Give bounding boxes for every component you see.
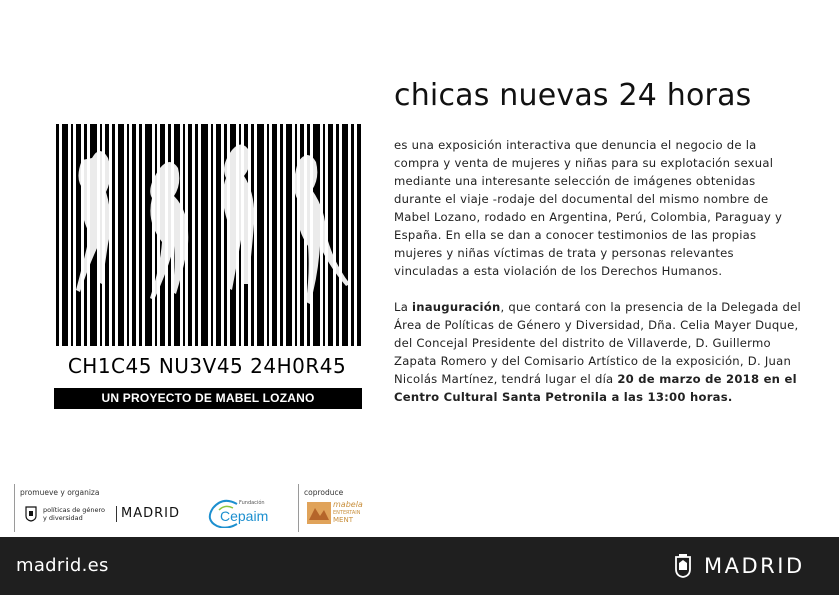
paragraph-intro: es una exposición interactiva que denuncia el negocio de la compra y venta de mujeres y niñas para su explotación sexual mediante una interesante selección de imágenes obtenidas durante el viaje -rodaje del documental del mismo nombre de Mabel Lozano, rodado en Argentina, Perú, Colombia, Paraguay y España. En ella se dan a conocer testimonios de las propias mujeres y niñas víctimas de trata y personas relevantes vinculadas a esta violación de los Derechos Humanos. — [394, 138, 783, 278]
promoter-block — [14, 484, 293, 532]
promote-label: promueve y organiza — [20, 488, 100, 497]
page-title: chicas nuevas 24 horas — [394, 78, 752, 113]
description-text — [394, 136, 802, 406]
mabel-logo-mark — [307, 502, 331, 524]
event-date-place: 20 de marzo de 2018 en el Centro Cultural Santa Petronila a las 13:00 horas. — [394, 372, 797, 404]
paragraph-inauguration: La inauguración, que contará con la presencia de la Delegada del Área de Políticas de Género y Diversidad, Dña. Celia Mayer Duque, del Concejal Presidente del distrito de Villaverde, D. Guillermo Zapata Romero y del Comisario Artístico de la exposición, D. Juan Nicolás Martínez, tendrá lugar el día 20 de marzo de 2018 en el Centro Cultural Santa Petronila a las 13:00 horas. — [394, 300, 801, 404]
footer-madrid-logo — [674, 551, 805, 581]
coproducer-block — [298, 484, 379, 532]
barcode-title: CH1C45 NU3V45 24H0R45 — [67, 354, 347, 378]
exhibition-poster — [52, 118, 362, 410]
project-credit-band: UN PROYECTO DE MABEL LOZANO — [54, 388, 362, 409]
gender-policies-logo: políticas de género y diversidad — [43, 506, 106, 522]
mabel-logo-icon — [307, 502, 331, 524]
cepaim-foundation-label: Fundación — [239, 500, 265, 506]
mabel-logo-line3: MENT — [333, 516, 353, 524]
madrid-wordmark: MADRID — [121, 506, 180, 521]
barcode-silhouettes-image — [52, 118, 362, 354]
logo-divider — [116, 506, 117, 522]
madrid-coat-of-arms-icon — [674, 553, 692, 579]
mabel-logo-line1: mabela — [333, 500, 363, 509]
inauguration-label: inauguración — [412, 300, 501, 314]
madrid-shield-icon — [25, 506, 37, 522]
footer-site-link[interactable]: madrid.es — [16, 555, 109, 576]
cepaim-logo-text: Cepaim — [220, 508, 269, 524]
footer-bar — [0, 537, 839, 595]
coproduce-label: coproduce — [304, 488, 344, 497]
mabel-logo-line2: ENTERTAIN — [333, 510, 361, 516]
footer-brand-text: MADRID — [704, 554, 805, 578]
